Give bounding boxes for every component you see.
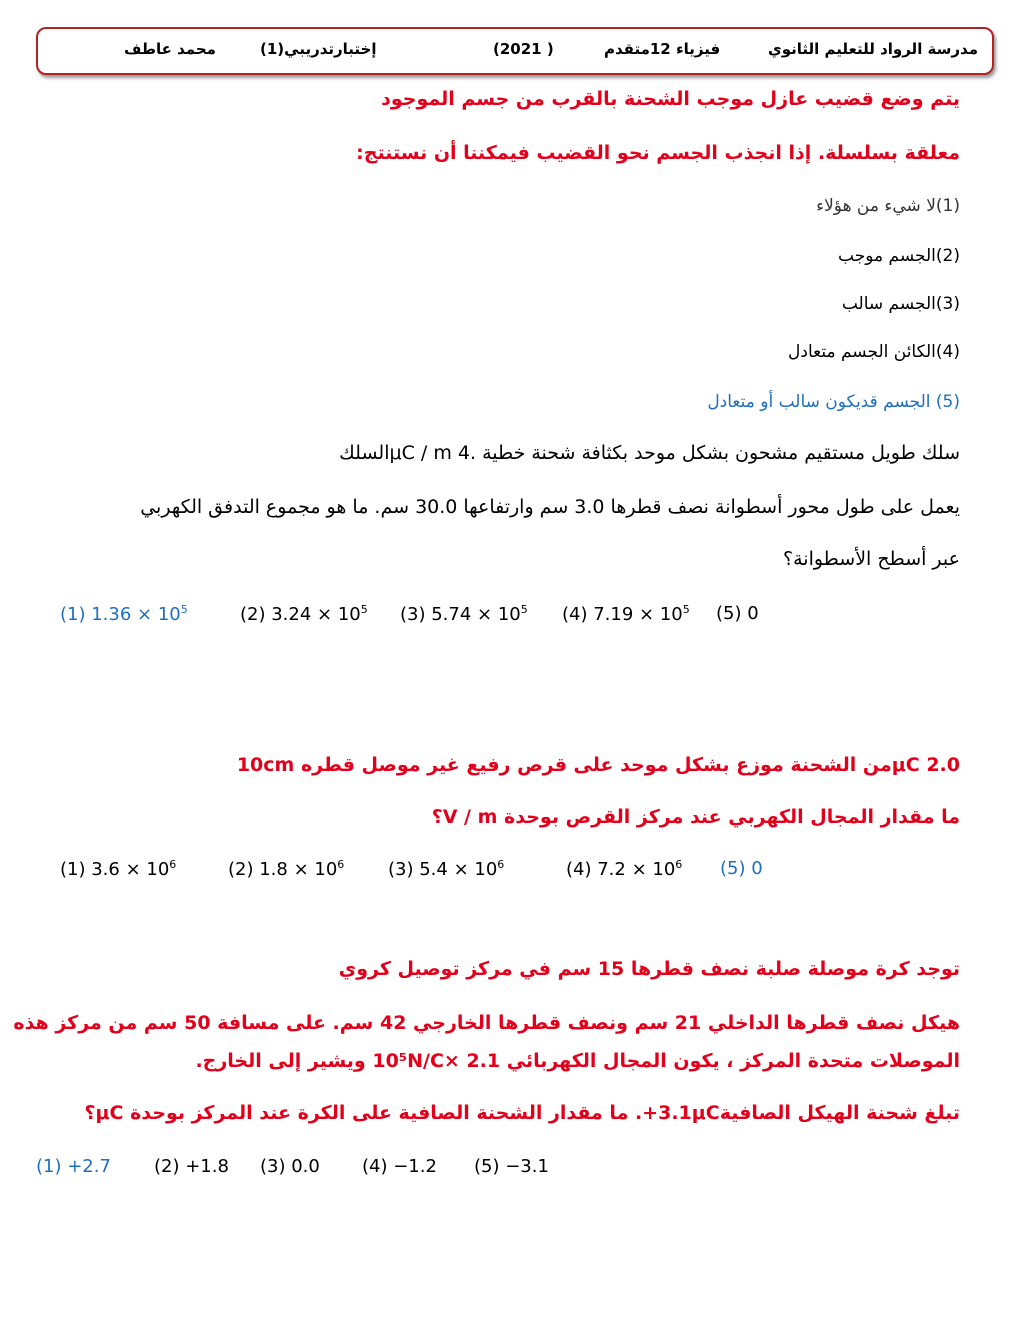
q1-option-2: (2)الجسم موجب (838, 246, 960, 266)
q4-line1: توجد كرة موصلة صلبة نصف قطرها 15 سم في مركز توصيل كروي (338, 958, 960, 980)
q2-line2: يعمل على طول محور أسطوانة نصف قطرها 3.0 سم وارتفاعها 30.0 سم. ما هو مجموع التدفق الكهربي (140, 496, 960, 518)
q2-answer-2: (2) $3.24 \times 10^5$ (240, 603, 368, 625)
q3-answer-5-correct: (5) 0 (720, 858, 763, 879)
q4-answer-5: (5) −3.1 (474, 1156, 549, 1177)
q3-answers (0, 858, 1020, 882)
exam-year: (2021 ) (493, 40, 554, 58)
q3-answer-3: (3) $5.4 \times 10^6$ (388, 858, 505, 880)
q4-answer-2: (2) +1.8 (154, 1156, 229, 1177)
q3-answer-2: (2) $1.8 \times 10^6$ (228, 858, 345, 880)
subject: فيزياء 12متقدم (604, 40, 721, 58)
teacher-name: محمد عاطف (124, 40, 216, 58)
q1-option-3: (3)الجسم سالب (841, 294, 960, 314)
q2-answer-1-correct: (1) $1.36 \times 10^5$ (60, 603, 188, 625)
q3-line2: ما مقدار المجال الكهربي عند مركز القرص بوحدة V / m؟ (431, 806, 960, 828)
exam-title: إختبارتدريبي(1) (260, 40, 377, 58)
q1-line2: معلقة بسلسلة. إذا انجذب الجسم نحو القضيب فيمكننا أن نستنتج: (356, 142, 960, 164)
q3-answer-1: (1) $3.6 \times 10^6$ (60, 858, 177, 880)
q2-line3: عبر أسطح الأسطوانة؟ (783, 548, 960, 570)
school-name: مدرسة الرواد للتعليم الثانوي (767, 40, 978, 58)
q1-option-4: (4)الكائن الجسم متعادل (788, 342, 960, 362)
q4-line2: هيكل نصف قطرها الداخلي 21 سم ونصف قطرها الخارجي 42 سم. على مسافة 50 سم من مركز هذه (13, 1012, 960, 1034)
q4-answer-4: (4) −1.2 (362, 1156, 437, 1177)
q1-option-1: (1)لا شيء من هؤلاء (816, 196, 960, 216)
q4-answer-1-correct: (1) +2.7 (36, 1156, 111, 1177)
q3-answer-4: (4) $7.2 \times 10^6$ (566, 858, 683, 880)
q2-answers (0, 603, 1020, 627)
q3-line1: 2.0 μCمن الشحنة موزع بشكل موحد على قرص رفيع غير موصل قطره 10cm (236, 754, 960, 776)
q4-answers (0, 1156, 1020, 1180)
q2-line1: سلك طويل مستقيم مشحون بشكل موحد بكثافة شحنة خطية .4 μC / mالسلك (339, 442, 960, 464)
q2-answer-5: (5) 0 (716, 603, 759, 624)
q2-answer-4: (4) $7.19 \times 10^5$ (562, 603, 690, 625)
q1-line1: يتم وضع قضيب عازل موجب الشحنة بالقرب من جسم الموجود (381, 88, 960, 110)
q4-line3: الموصلات متحدة المركز ، يكون المجال الكهربائي 2.1 ×10⁵N/C ويشير إلى الخارج. (195, 1050, 960, 1072)
q4-answer-3: (3) 0.0 (260, 1156, 320, 1177)
q1-option-5-correct: (5) الجسم قديكون سالب أو متعادل (707, 392, 960, 412)
header-box (36, 27, 994, 75)
q2-answer-3: (3) $5.74 \times 10^5$ (400, 603, 528, 625)
q4-line4: تبلغ شحنة الهيكل الصافية3.1μC+. ما مقدار الشحنة الصافية على الكرة عند المركز بوحدة μC؟ (84, 1102, 960, 1124)
